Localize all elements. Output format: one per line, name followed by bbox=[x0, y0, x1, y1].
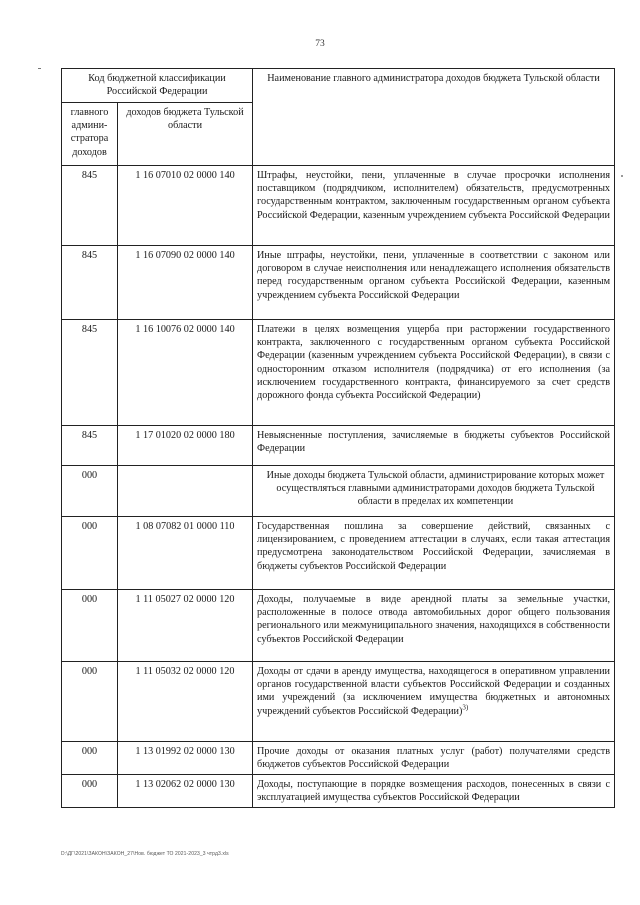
admin-code-cell: 845 bbox=[62, 246, 118, 320]
income-name-cell bbox=[253, 426, 615, 466]
income-name-text: Государственная пошлина за совершение действий, связанных с лицензированием, с проведением аттестации в случаях, если такая аттестация предусмотрена законодательством Российской Федерации, зачисляемая в бюджеты субъектов Российской Федерации bbox=[257, 521, 611, 572]
income-code-cell: 1 13 01992 02 0000 130 bbox=[118, 742, 253, 775]
header-row-group bbox=[62, 69, 615, 103]
admin-code-cell: 000 bbox=[62, 466, 118, 517]
income-code-cell: 1 13 02062 02 0000 130 bbox=[118, 775, 253, 808]
admin-code-cell: 000 bbox=[62, 662, 118, 742]
footnote-reference: 3) bbox=[462, 703, 469, 712]
table-row bbox=[62, 590, 615, 662]
income-name-text: Доходы, получаемые в виде арендной платы за земельные участки, расположенные в полосе отвода автомобильных дорог общего пользования регионального или межмуниципального значения, находящихся в собственности субъектов Российской Федерации bbox=[257, 594, 611, 645]
income-name-cell bbox=[253, 742, 615, 775]
income-name-cell bbox=[253, 775, 615, 808]
admin-code-cell: 000 bbox=[62, 775, 118, 808]
table-row bbox=[62, 742, 615, 775]
income-code-cell: 1 08 07082 01 0000 110 bbox=[118, 517, 253, 590]
table-row bbox=[62, 320, 615, 426]
file-path-footer: D:\ДГ\2021\ЗАКОН\ЗАКОН_27\Нов. бюджет ТО 2021-2023_3 чтрд3.xls bbox=[61, 851, 229, 857]
admin-code-cell: 845 bbox=[62, 166, 118, 246]
income-name-text: Иные штрафы, неустойки, пени, уплаченные в соответствии с законом или договором в случае неисполнения или ненадлежащего исполнения обязательств перед государственным органом субъекта Российской Федерации, казенным учреждением субъекта Российской Федерации bbox=[257, 250, 611, 301]
income-name-cell bbox=[253, 466, 615, 517]
admin-code-cell: 000 bbox=[62, 742, 118, 775]
admin-code-cell: 845 bbox=[62, 320, 118, 426]
table-row bbox=[62, 246, 615, 320]
income-name-cell bbox=[253, 590, 615, 662]
table-row bbox=[62, 775, 615, 808]
income-code-cell: 1 16 07090 02 0000 140 bbox=[118, 246, 253, 320]
income-name-cell bbox=[253, 517, 615, 590]
income-name-cell bbox=[253, 662, 615, 742]
income-name-cell bbox=[253, 166, 615, 246]
income-administrators-table bbox=[61, 68, 615, 808]
income-code-cell: 1 16 07010 02 0000 140 bbox=[118, 166, 253, 246]
header-income-column: доходов бюджета Тульской области bbox=[118, 103, 253, 166]
income-name-cell bbox=[253, 246, 615, 320]
table-row bbox=[62, 166, 615, 246]
income-name-cell bbox=[253, 320, 615, 426]
admin-code-cell: 000 bbox=[62, 517, 118, 590]
income-code-cell bbox=[118, 466, 253, 517]
income-name-text: Штрафы, неустойки, пени, уплаченные в случае просрочки исполнения поставщиком (подрядчиком, исполнителем) обязательств, предусмотренных государственным контрактом, заключенным государственным органом субъекта Российской Федерации, казенным учреждением субъекта Российской Федерации bbox=[257, 170, 611, 221]
table-row bbox=[62, 517, 615, 590]
income-name-text: Доходы от сдачи в аренду имущества, находящегося в оперативном управлении органов государственной власти субъектов Российской Федерации и созданных ими учреждений (за исключением имущества бюджетных и автономных учреждений субъектов Российской Федерации) bbox=[257, 666, 611, 717]
table-row bbox=[62, 466, 615, 517]
scan-mark bbox=[621, 175, 623, 177]
income-code-cell: 1 17 01020 02 0000 180 bbox=[118, 426, 253, 466]
income-name-text: Невыясненные поступления, зачисляемые в бюджеты субъектов Российской Федерации bbox=[257, 430, 611, 455]
header-name-column: Наименование главного администратора доходов бюджета Тульской области bbox=[253, 69, 615, 166]
scan-mark bbox=[38, 68, 41, 69]
income-name-text: Прочие доходы от оказания платных услуг (работ) получателями средств бюджетов субъектов Российской Федерации bbox=[257, 746, 611, 771]
income-code-cell: 1 16 10076 02 0000 140 bbox=[118, 320, 253, 426]
income-name-text: Иные доходы бюджета Тульской области, администрирование которых может осуществляться главными администраторами доходов бюджета Тульской области в пределах их компетенции bbox=[266, 470, 605, 508]
income-code-cell: 1 11 05027 02 0000 120 bbox=[118, 590, 253, 662]
income-code-cell: 1 11 05032 02 0000 120 bbox=[118, 662, 253, 742]
admin-code-cell: 845 bbox=[62, 426, 118, 466]
admin-code-cell: 000 bbox=[62, 590, 118, 662]
income-name-text: Доходы, поступающие в порядке возмещения расходов, понесенных в связи с эксплуатацией имущества субъектов Российской Федерации bbox=[257, 779, 611, 804]
table-row bbox=[62, 662, 615, 742]
header-kbk-group: Код бюджетной классификации Российской Федерации bbox=[62, 69, 253, 103]
page-number: 73 bbox=[315, 39, 325, 49]
table-body bbox=[62, 166, 615, 808]
income-name-text: Платежи в целях возмещения ущерба при расторжении государственного контракта, заключенного с государственным органом субъекта Российской Федерации (казенным учреждением субъекта Российской Федерации), в связи с односторонним отказом исполнителя (подрядчика) от его исполнения (за исключением государственного контракта, финансируемого за счет средств дорожного фонда субъекта Российской Федерации) bbox=[257, 324, 611, 402]
header-admin-column: главного админи-стратора доходов bbox=[62, 103, 118, 166]
table-row bbox=[62, 426, 615, 466]
